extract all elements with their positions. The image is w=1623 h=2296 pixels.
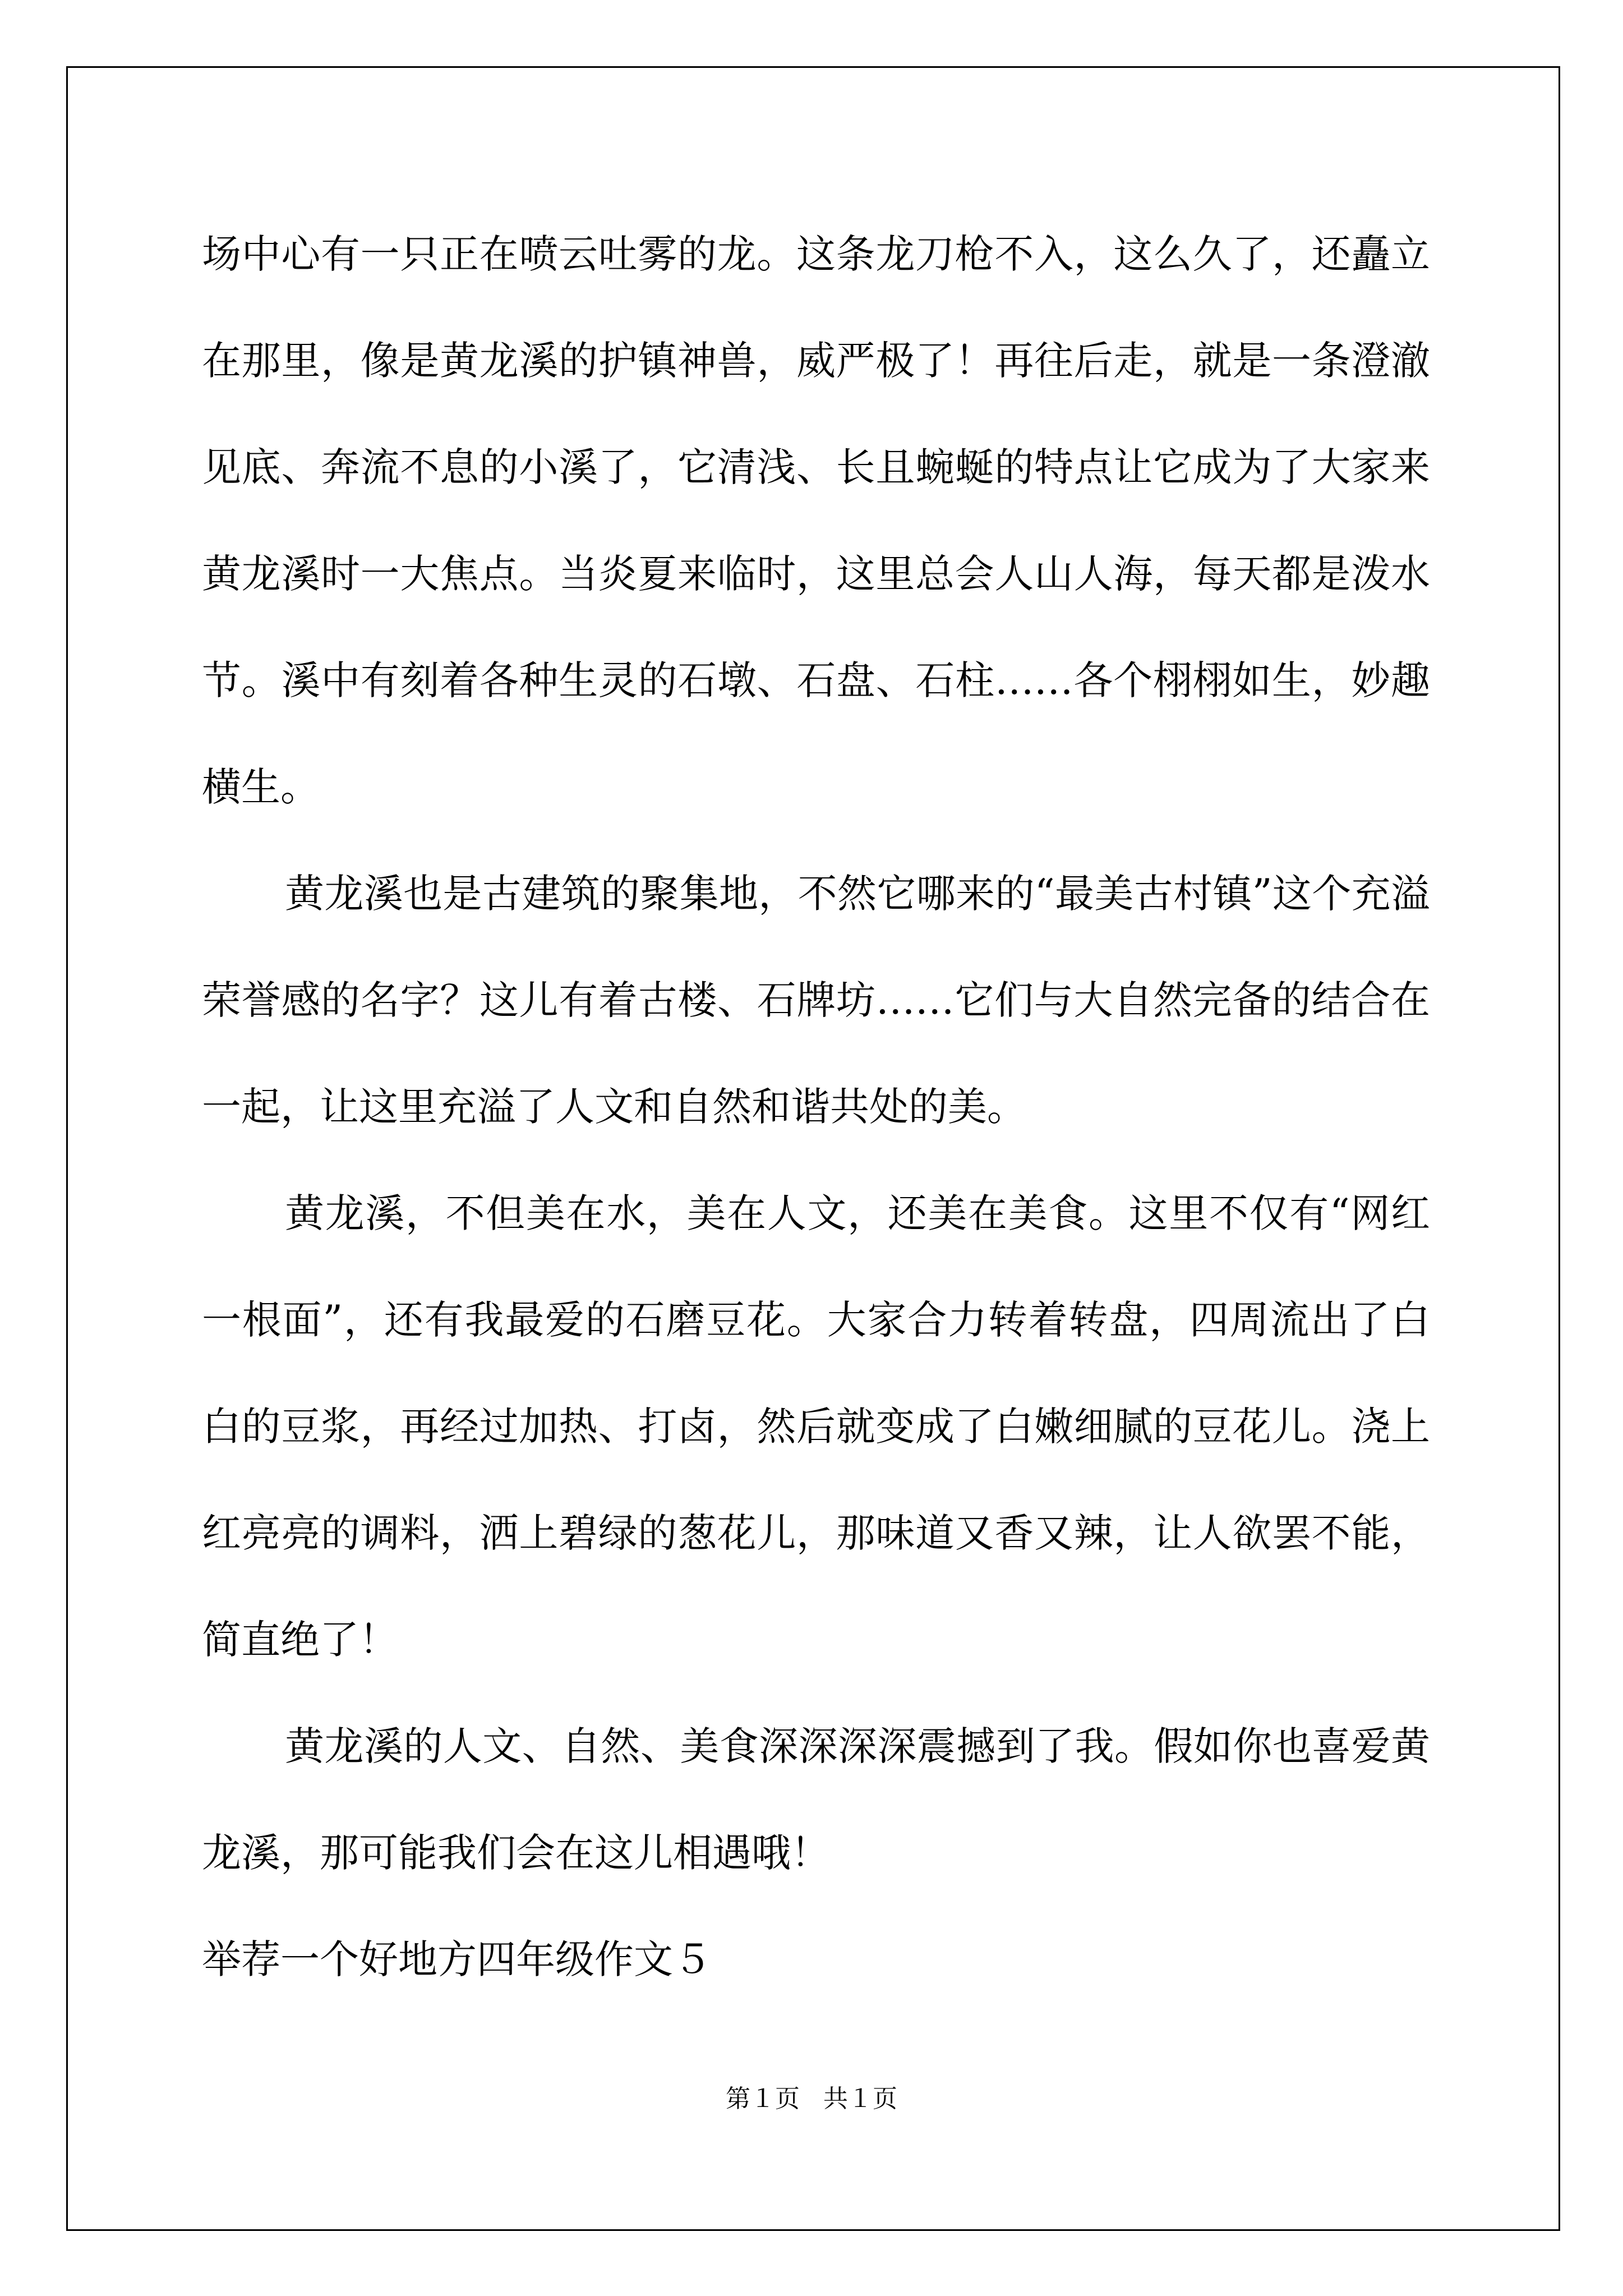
page-number: 第１页 (726, 2085, 800, 2113)
next-essay-heading: 举荐一个好地方四年级作文５ (202, 1936, 712, 1982)
document-body (202, 201, 1430, 2013)
paragraph-food: 黄龙溪，不但美在水，美在人文，还美在美食。这里不仅有“网红一根面”，还有我最爱的石磨豆花。大家合力转着转盘，四周流出了白白的豆浆，再经过加热、打卤，然后就变成了白嫩细腻的豆花儿。浇上红亮亮的调料，洒上碧绿的葱花儿，那味道又香又辣，让人欲罢不能，简直绝了！ (202, 1190, 1430, 1663)
paragraph-architecture: 黄龙溪也是古建筑的聚集地，不然它哪来的“最美古村镇”这个充溢荣誉感的名字？这儿有着古楼、石牌坊……它们与大自然完备的结合在一起，让这里充溢了人文和自然和谐共处的美。 (202, 871, 1430, 1130)
page-footer (0, 2082, 1623, 2116)
footer-spacer (800, 2085, 823, 2113)
paragraph-continuation: 场中心有一只正在喷云吐雾的龙。这条龙刀枪不入，这么久了，还矗立在那里，像是黄龙溪的护镇神兽，威严极了！再往后走，就是一条澄澈见底、奔流不息的小溪了，它清浅、长且蜿蜒的特点让它成为了大家来黄龙溪时一大焦点。当炎夏来临时，这里总会人山人海，每天都是泼水节。溪中有刻着各种生灵的石墩、石盘、石柱……各个栩栩如生，妙趣横生。 (202, 231, 1430, 810)
page-total: 共１页 (823, 2085, 897, 2113)
paragraph-conclusion: 黄龙溪的人文、自然、美食深深深深震撼到了我。假如你也喜爱黄龙溪，那可能我们会在这儿相遇哦！ (202, 1723, 1430, 1876)
